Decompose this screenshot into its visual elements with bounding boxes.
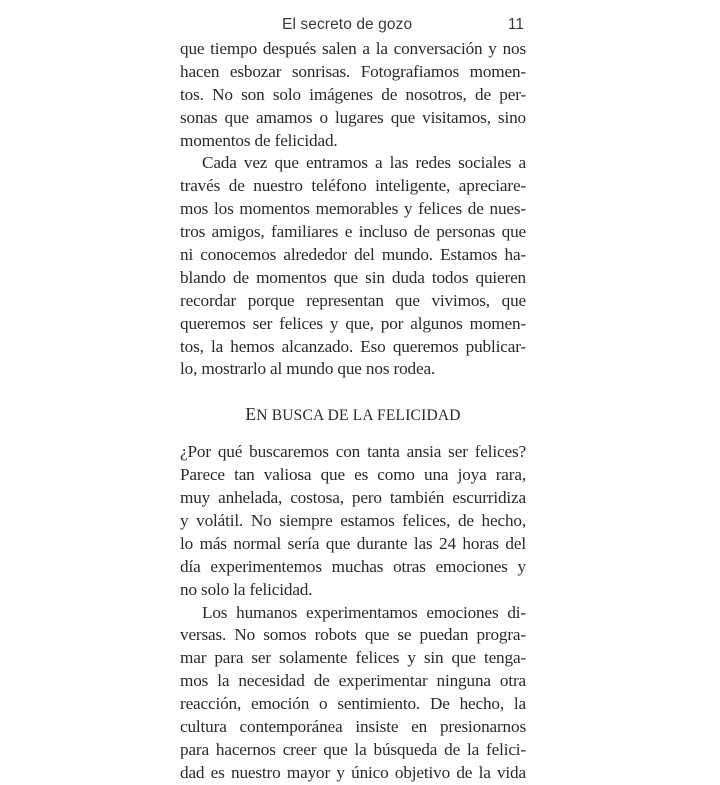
text-line: ¿Por qué buscaremos con tanta ansia ser felices? xyxy=(180,442,526,462)
text-line: cultura contemporánea insiste en presionarnos xyxy=(180,717,526,737)
text-line: dad es nuestro mayor y único objetivo de la vida xyxy=(180,762,526,782)
text-line: tos. No son solo imágenes de nosotros, de per- xyxy=(180,84,526,104)
text-line: Los humanos experimentamos emociones di- xyxy=(202,602,526,622)
text-line: para hacernos creer que la búsqueda de la felici- xyxy=(180,739,526,759)
text-line: no solo la felicidad. xyxy=(180,579,313,599)
paragraph-4 xyxy=(180,602,526,785)
text-line: ni conocemos alrededor del mundo. Estamos ha- xyxy=(180,245,526,265)
text-line: recordar porque representan que vivimos, que xyxy=(180,290,526,310)
text-line: mos los momentos memorables y felices de nues- xyxy=(180,199,526,219)
text-line: muy anhelada, costosa, pero también escurridiza xyxy=(180,488,526,508)
text-line: y volátil. No siempre estamos felices, de hecho, xyxy=(180,511,526,531)
text-line: momentos de felicidad. xyxy=(180,130,338,150)
text-line: queremos ser felices y que, por algunos momen- xyxy=(180,313,526,333)
text-line: hacen esbozar sonrisas. Fotografiamos momen- xyxy=(180,61,526,81)
text-line: reacción, emoción o sentimiento. De hecho, la xyxy=(180,694,526,714)
text-line: tos, la hemos alcanzado. Eso queremos publicar- xyxy=(180,336,526,356)
section-spacer xyxy=(180,381,526,403)
text-line: versas. No somos robots que se puedan progra- xyxy=(180,625,526,645)
running-title: El secreto de gozo xyxy=(282,16,413,33)
text-line: día experimentemos muchas otras emociones y xyxy=(180,556,526,576)
text-line: blando de momentos que sin duda todos quieren xyxy=(180,267,526,287)
section-heading-initial: E xyxy=(245,404,257,425)
section-heading xyxy=(180,403,526,425)
text-line: que tiempo después salen a la conversación y nos xyxy=(180,39,526,58)
text-line: mos la necesidad de experimentar ninguna otra xyxy=(180,671,526,691)
text-line: Parece tan valiosa que es como una joya rara, xyxy=(180,465,526,485)
paragraph-3 xyxy=(180,441,526,601)
text-line: lo, mostrarlo al mundo que nos rodea. xyxy=(180,359,436,379)
text-line: sonas que amamos o lugares que visitamos, sino xyxy=(180,107,526,127)
text-line: tros amigos, familiares e incluso de personas que xyxy=(180,222,526,242)
running-header xyxy=(180,12,526,38)
paragraph-2 xyxy=(180,152,526,381)
page-number: 11 xyxy=(507,16,524,33)
text-line: través de nuestro teléfono inteligente, apreciare- xyxy=(180,176,526,196)
paragraph-1 xyxy=(180,38,526,152)
text-line: Cada vez que entramos a las redes sociales a xyxy=(202,153,526,173)
section-heading-rest: N BUSCA DE LA FELICIDAD xyxy=(256,407,461,425)
text-line: mar para ser solamente felices y sin que tenga- xyxy=(180,648,526,668)
text-line: lo más normal sería que durante las 24 horas del xyxy=(180,533,526,553)
book-page xyxy=(180,12,526,785)
